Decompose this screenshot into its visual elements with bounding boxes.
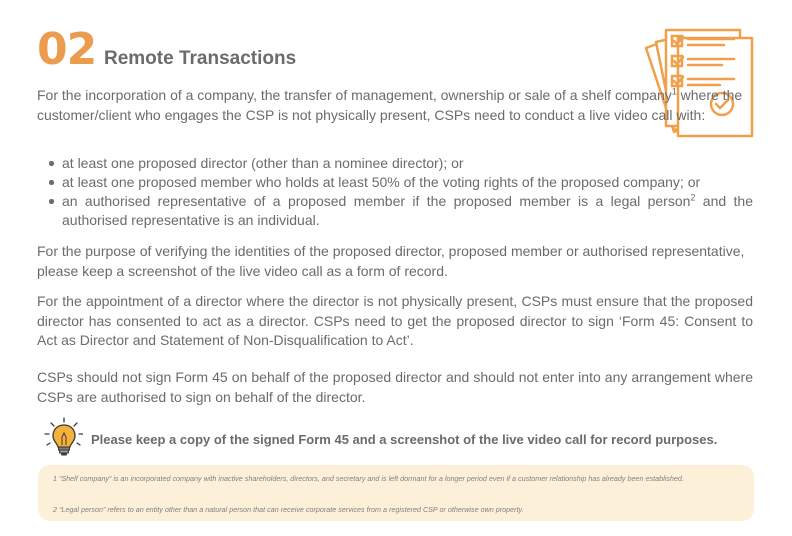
record-tip: Please keep a copy of the signed Form 45 and a screenshot of the live video call for record purposes. [91, 432, 718, 447]
footnote-ref-2: 2 [690, 192, 696, 203]
footnote-1: 1 “Shelf company” is an incorporated company with inactive shareholders, directors, and secretary and is left dormant for a longer period even if a customer relationship has already been established. [53, 474, 684, 483]
footnote-ref-1: 1 [671, 86, 677, 97]
requirements-list [37, 154, 753, 230]
section-number: 02 [37, 24, 97, 75]
form45-paragraph: CSPs should not sign Form 45 on behalf of the proposed director and should not enter into any arrangement where CSPs are authorised to sign on behalf of the director. [37, 369, 753, 405]
list-item: an authorised representative of a proposed member if the proposed member is a legal person$^2$ and the authorised representative is an individual. [37, 192, 753, 229]
footnotes-box [38, 465, 754, 521]
lightbulb-icon [43, 417, 83, 461]
verification-paragraph: For the purpose of verifying the identities of the proposed director, proposed member or authorised representative, please keep a screenshot of the live video call as a form of record. [37, 243, 745, 279]
footnote-2: 2 “Legal person” refers to an entity other than a natural person that can receive corporate services from a registered CSP or otherwise own property. [53, 505, 524, 514]
list-item: at least one proposed member who holds at least 50% of the voting rights of the proposed company; or [37, 173, 753, 192]
director-consent-paragraph: For the appointment of a director where the director is not physically present, CSPs must ensure that the proposed director has consented to act as a director. CSPs need to get the proposed director to sign ‘Form 45: Consent to Act as Director and Statement of Non-Disqualification to Act’. [37, 293, 753, 348]
list-item: at least one proposed director (other than a nominee director); or [37, 154, 753, 173]
section-title: Remote Transactions [104, 48, 297, 69]
intro-paragraph: For the incorporation of a company, the transfer of management, ownership or sale of a shelf company$^1$ where the customer/client who engages the CSP is not physically present, CSPs need to conduct a live video call with: [37, 86, 743, 123]
